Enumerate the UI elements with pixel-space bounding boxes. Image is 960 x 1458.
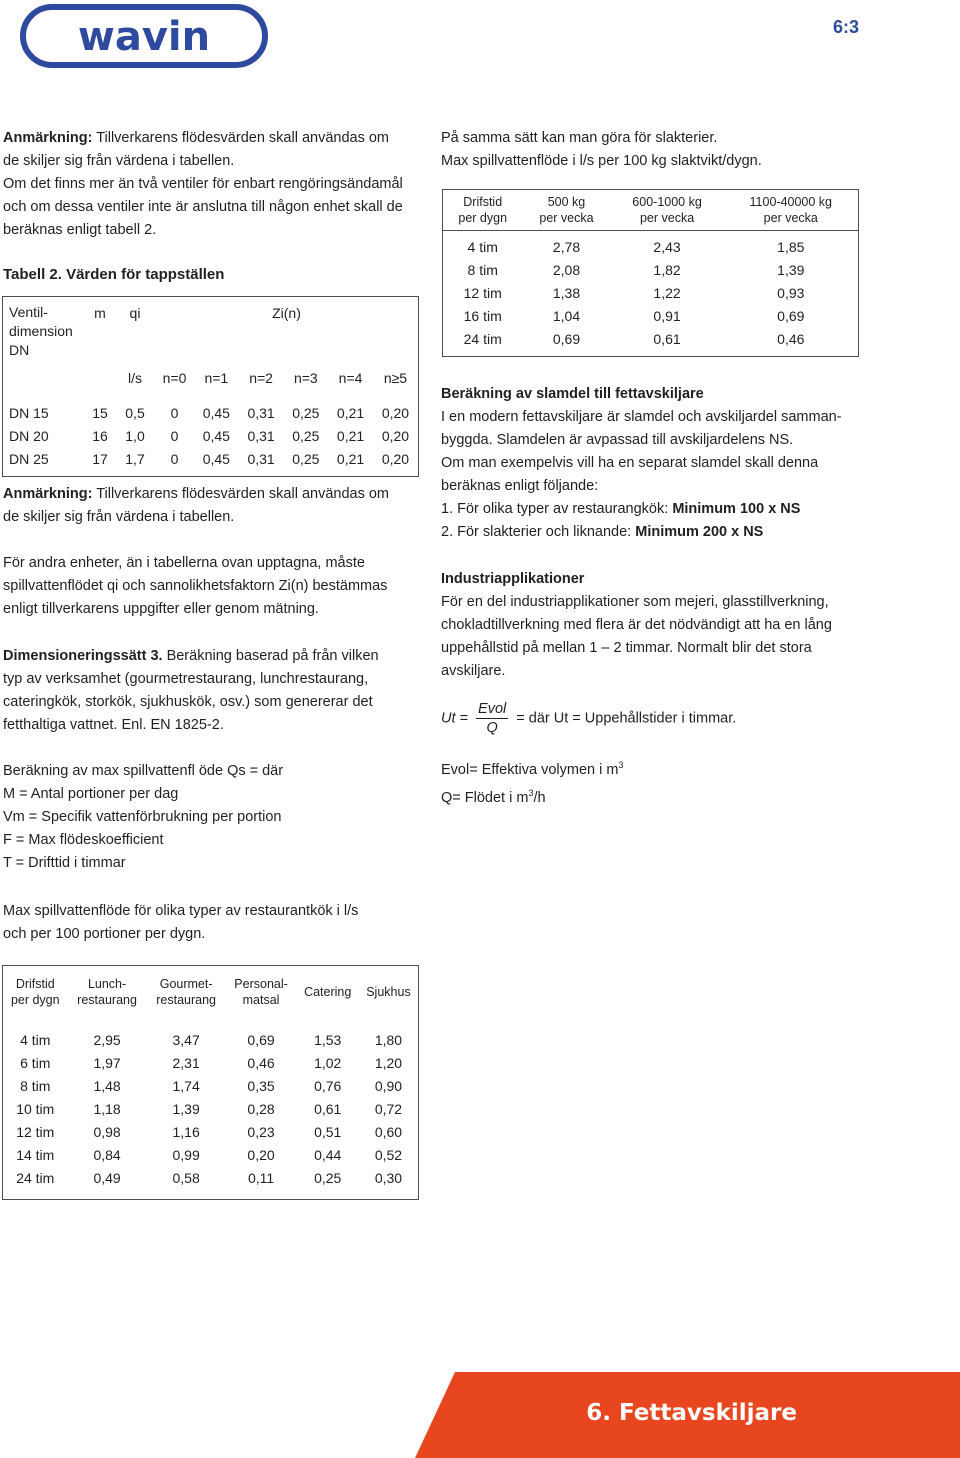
slaughter-intro bbox=[441, 127, 881, 173]
header-cell bbox=[147, 966, 226, 1019]
n-header: n=4 bbox=[338, 370, 363, 386]
table-cell: 1,80 bbox=[374, 1031, 403, 1048]
table-cell: 1,39 bbox=[172, 1100, 200, 1117]
table-cell: 0,30 bbox=[374, 1169, 403, 1186]
table-row bbox=[3, 424, 419, 447]
calc-line: Beräkning av max spillvattenfl öde Qs = där bbox=[3, 763, 284, 779]
table-cell: 0,76 bbox=[314, 1077, 342, 1094]
table-cell: 0,52 bbox=[374, 1146, 403, 1163]
formula-denominator: Q bbox=[486, 720, 498, 736]
table-cell: 1,48 bbox=[93, 1077, 121, 1094]
table-cell: 0,44 bbox=[314, 1146, 342, 1163]
header-cell bbox=[68, 966, 147, 1019]
table-cell: 1,02 bbox=[314, 1054, 342, 1071]
table-cell: 1,20 bbox=[374, 1054, 403, 1071]
industry-line: uppehållstid på mellan 1 – 2 timmar. Normalt blir det stora bbox=[441, 640, 812, 656]
dim-3-text: Beräkning baserad på från vilken bbox=[162, 648, 379, 664]
table-row bbox=[3, 1143, 419, 1166]
table-cell: DN 15 bbox=[9, 404, 49, 421]
dimensioning-3 bbox=[3, 645, 423, 737]
table-cell: 0,35 bbox=[247, 1077, 275, 1094]
slam-title: Beräkning av slamdel till fettavskiljare bbox=[441, 386, 704, 402]
table-row bbox=[443, 327, 859, 350]
para-3-line: och per 100 portioner per dygn. bbox=[3, 926, 206, 942]
para-2-line: enligt tillverkarens uppgifter eller genom mätning. bbox=[3, 601, 319, 617]
table-row bbox=[3, 1028, 419, 1051]
slaughter-table bbox=[442, 189, 859, 357]
note-1-line2: de skiljer sig från värdena i tabellen. bbox=[3, 153, 235, 169]
slam-line: I en modern fettavskiljare är slamdel och avskiljardel samman- bbox=[441, 409, 842, 425]
table-cell: DN 20 bbox=[9, 427, 49, 444]
table-cell: 0,31 bbox=[247, 450, 275, 467]
n-header: n=3 bbox=[293, 370, 318, 386]
table-cell: 16 tim bbox=[463, 307, 502, 324]
table-cell: 1,97 bbox=[93, 1054, 121, 1071]
calc-line: F = Max flödeskoefficient bbox=[3, 832, 164, 848]
header-line: restaurang bbox=[156, 993, 216, 1007]
unit-header: l/s bbox=[128, 370, 142, 386]
m-header: m bbox=[94, 305, 106, 321]
table-cell: 0,91 bbox=[653, 307, 681, 324]
note-1-text: Tillverkarens flödesvärden skall användas om bbox=[92, 130, 390, 146]
header-cell bbox=[724, 190, 859, 231]
table-row bbox=[3, 401, 419, 424]
table-cell: 1,38 bbox=[552, 284, 581, 301]
slam-item-1 bbox=[441, 498, 881, 521]
para-3-line: Max spillvattenflöde för olika typer av restaurantkök i l/s bbox=[3, 903, 359, 919]
header-cell bbox=[443, 190, 523, 231]
table-cell: 1,85 bbox=[777, 238, 805, 255]
table-cell: 0,93 bbox=[777, 284, 805, 301]
table-cell: 0,61 bbox=[653, 330, 681, 347]
table-row bbox=[443, 304, 859, 327]
slam-line: byggda. Slamdelen är avpassad till avskiljardelens NS. bbox=[441, 432, 794, 448]
table-cell: 1,53 bbox=[314, 1031, 342, 1048]
table-cell: 1,7 bbox=[125, 450, 145, 467]
header-cell bbox=[226, 966, 297, 1019]
table-row bbox=[3, 1166, 419, 1189]
table-cell: 0,25 bbox=[292, 404, 320, 421]
table-cell: 1,82 bbox=[653, 261, 681, 278]
para-2-line: För andra enheter, än i tabellerna ovan upptagna, måste bbox=[3, 555, 365, 571]
table-cell: 0,45 bbox=[202, 450, 230, 467]
slam-item-text: 1. För olika typer av restaurangkök: bbox=[441, 501, 673, 517]
table-cell: 0,84 bbox=[93, 1146, 121, 1163]
table-cell: 1,18 bbox=[93, 1100, 121, 1117]
header-line: per dygn bbox=[10, 993, 60, 1007]
slam-item-bold: Minimum 100 x NS bbox=[672, 501, 801, 517]
table-cell: 12 tim bbox=[16, 1123, 55, 1140]
table-cell: 0,46 bbox=[247, 1054, 275, 1071]
table-cell: 2,31 bbox=[172, 1054, 200, 1071]
table-cell: 0,31 bbox=[247, 404, 275, 421]
zi-header: Zi(n) bbox=[272, 305, 301, 321]
table-row bbox=[3, 447, 419, 470]
note-1-label: Anmärkning: bbox=[3, 130, 93, 146]
table-cell: 24 tim bbox=[463, 330, 502, 347]
table-cell: 0,20 bbox=[381, 450, 410, 467]
q-definition bbox=[441, 782, 881, 810]
table-cell: 0,98 bbox=[93, 1123, 121, 1140]
table-cell: 10 tim bbox=[16, 1100, 55, 1117]
table-cell: 0,23 bbox=[247, 1123, 275, 1140]
table-cell: 0,60 bbox=[374, 1123, 403, 1140]
header-line: Drifstid bbox=[15, 977, 55, 991]
dim-3-line: fetthaltiga vattnet. Enl. EN 1825-2. bbox=[3, 717, 224, 733]
formula-rhs: = där Ut = Uppehållstider i timmar. bbox=[516, 710, 737, 727]
note-2-label: Anmärkning: bbox=[3, 486, 93, 502]
note-1 bbox=[3, 127, 423, 242]
industry-section bbox=[441, 568, 881, 683]
table-cell: 0,21 bbox=[336, 450, 365, 467]
slam-line: Om man exempelvis vill ha en separat slamdel skall denna bbox=[441, 455, 819, 471]
dim-3-line: typ av verksamhet (gourmetrestaurang, lunchrestaurang, bbox=[3, 671, 369, 687]
table-cell: 3,47 bbox=[172, 1031, 200, 1048]
table-cell: 0,21 bbox=[336, 427, 365, 444]
dim-3-label: Dimensioneringssätt 3. bbox=[3, 648, 163, 664]
table-cell: 24 tim bbox=[16, 1169, 55, 1186]
table-cell: 0,49 bbox=[93, 1169, 121, 1186]
table-cell: DN 25 bbox=[9, 450, 49, 467]
n-header: n=2 bbox=[249, 370, 273, 386]
table-cell: 0,11 bbox=[247, 1169, 275, 1186]
table-cell: 2,08 bbox=[552, 261, 581, 278]
brand-wordmark: wavin bbox=[77, 14, 211, 60]
table-cell: 1,22 bbox=[653, 284, 681, 301]
note-2-line2: de skiljer sig från värdena i tabellen. bbox=[3, 509, 235, 525]
table-row bbox=[443, 281, 859, 304]
header-line: per vecka bbox=[539, 211, 594, 225]
ventil-header-line: Ventil- bbox=[9, 304, 48, 320]
table-cell: 0,69 bbox=[777, 307, 805, 324]
intro-line: På samma sätt kan man göra för slakterier. bbox=[441, 130, 718, 146]
table-cell: 1,39 bbox=[777, 261, 805, 278]
q-tail: /h bbox=[533, 789, 546, 806]
header-cell bbox=[522, 190, 610, 231]
header-line: Lunch- bbox=[87, 977, 127, 991]
table-cell: 1,74 bbox=[172, 1077, 200, 1094]
table-cell: 0,21 bbox=[336, 404, 365, 421]
table-cell: 0,28 bbox=[247, 1100, 275, 1117]
table-cell: 1,16 bbox=[172, 1123, 200, 1140]
header-cell: Catering bbox=[304, 985, 352, 999]
table-cell: 0,61 bbox=[314, 1100, 342, 1117]
header-line: Personal- bbox=[234, 977, 288, 991]
table-cell: 0,58 bbox=[172, 1169, 200, 1186]
table-cell: 0 bbox=[170, 450, 179, 467]
table-header-row bbox=[443, 190, 859, 231]
header-line: per vecka bbox=[639, 211, 695, 225]
wavin-logo bbox=[20, 4, 268, 68]
evol-text: Evol= Effektiva volymen i m bbox=[441, 761, 619, 778]
table-cell: 1,0 bbox=[125, 427, 145, 444]
qi-header: qi bbox=[129, 305, 141, 321]
page-number: 6:3 bbox=[832, 17, 859, 37]
industry-title: Industriapplikationer bbox=[441, 571, 585, 587]
evol-definition bbox=[441, 754, 881, 782]
slam-item-text: 2. För slakterier och liknande: bbox=[441, 524, 636, 540]
table-cell: 0,45 bbox=[202, 427, 230, 444]
table-cell: 17 bbox=[92, 450, 108, 467]
table-cell: 8 tim bbox=[467, 261, 498, 278]
table-cell: 0,20 bbox=[247, 1146, 275, 1163]
header-line: per vecka bbox=[763, 211, 818, 225]
table-header-row bbox=[3, 966, 419, 1019]
industry-line: chokladtillverkning med flera är det nödvändigt att ha en lång bbox=[441, 617, 832, 633]
table-cell: 0,72 bbox=[374, 1100, 403, 1117]
restaurant-table bbox=[2, 965, 419, 1200]
n-header: n≥5 bbox=[383, 370, 408, 386]
table-cell: 0,46 bbox=[777, 330, 805, 347]
table-cell: 0,20 bbox=[381, 427, 410, 444]
calc-line: Vm = Specifik vattenförbrukning per portion bbox=[3, 809, 282, 825]
table-row bbox=[443, 235, 859, 258]
header-line: per dygn bbox=[458, 211, 508, 225]
header-cell bbox=[3, 966, 68, 1019]
table-cell: 2,78 bbox=[552, 238, 581, 255]
footer-banner bbox=[0, 1372, 960, 1458]
ventil-header bbox=[3, 297, 86, 394]
industry-line: För en del industriapplikationer som mejeri, glasstillverkning, bbox=[441, 594, 829, 610]
table-cell: 14 tim bbox=[16, 1146, 55, 1163]
slam-section bbox=[441, 383, 881, 544]
table-row bbox=[3, 1120, 419, 1143]
table-cell: 0,25 bbox=[292, 450, 320, 467]
calc-line: M = Antal portioner per dag bbox=[3, 786, 179, 802]
header-line: Drifstid bbox=[463, 195, 503, 209]
slam-line: beräknas enligt följande: bbox=[441, 478, 599, 494]
table-2-header-row bbox=[3, 297, 419, 364]
table-row bbox=[443, 258, 859, 281]
q-sup: 3 bbox=[528, 787, 534, 798]
table-2-title: Tabell 2. Värden för tappställen bbox=[3, 266, 225, 283]
para-1-line: Om det finns mer än två ventiler för enbart rengöringsändamål bbox=[3, 176, 403, 192]
header-line: matsal bbox=[242, 993, 280, 1007]
industry-line: avskiljare. bbox=[441, 663, 506, 679]
slam-item-bold: Minimum 200 x NS bbox=[635, 524, 764, 540]
table-cell: 15 bbox=[92, 404, 108, 421]
table-cell: 8 tim bbox=[20, 1077, 51, 1094]
header-line: 600-1000 kg bbox=[632, 195, 702, 209]
header-cell bbox=[611, 190, 724, 231]
table-cell: 1,04 bbox=[552, 307, 581, 324]
note-2 bbox=[3, 483, 423, 529]
table-row bbox=[3, 1097, 419, 1120]
para-2-line: spillvattenflödet qi och sannolikhetsfaktorn Zi(n) bestämmas bbox=[3, 578, 388, 594]
table-cell: 0,25 bbox=[314, 1169, 342, 1186]
intro-line: Max spillvattenflöde i l/s per 100 kg slaktvikt/dygn. bbox=[441, 153, 762, 169]
table-cell: 0,69 bbox=[247, 1031, 275, 1048]
table-cell: 0 bbox=[170, 404, 179, 421]
q-text: Q= Flödet i m bbox=[441, 789, 529, 806]
slam-item-2 bbox=[441, 521, 881, 544]
table-cell: 4 tim bbox=[467, 238, 498, 255]
para-1-line: och om dessa ventiler inte är anslutna till någon enhet skall de bbox=[3, 199, 403, 215]
para-2 bbox=[3, 552, 423, 621]
table-cell: 0,20 bbox=[381, 404, 410, 421]
calc-block bbox=[3, 760, 423, 875]
header-cell: Sjukhus bbox=[366, 985, 411, 999]
table-cell: 16 bbox=[92, 427, 108, 444]
table-cell: 0,45 bbox=[202, 404, 230, 421]
table-cell: 12 tim bbox=[463, 284, 502, 301]
n-header: n=0 bbox=[162, 370, 187, 386]
ventil-header-line: dimension bbox=[9, 323, 73, 339]
table-cell: 0,69 bbox=[552, 330, 581, 347]
table-row bbox=[3, 1051, 419, 1074]
header-line: 500 kg bbox=[547, 195, 586, 209]
table-cell: 0 bbox=[170, 427, 179, 444]
header-line: restaurang bbox=[77, 993, 137, 1007]
table-cell: 2,95 bbox=[93, 1031, 121, 1048]
table-cell: 0,25 bbox=[292, 427, 320, 444]
table-cell: 6 tim bbox=[20, 1054, 51, 1071]
table-cell: 0,99 bbox=[172, 1146, 200, 1163]
note-2-text: Tillverkarens flödesvärden skall användas om bbox=[92, 486, 390, 502]
table-cell: 0,90 bbox=[374, 1077, 403, 1094]
table-cell: 0,31 bbox=[247, 427, 275, 444]
ventil-header-line: DN bbox=[9, 342, 30, 358]
formula-lhs: Ut = bbox=[441, 710, 468, 727]
dim-3-line: cateringkök, storkök, sjukhuskök, osv.) som genererar det bbox=[3, 694, 373, 710]
section-title: 6. Fettavskiljare bbox=[586, 1400, 797, 1426]
definitions bbox=[441, 754, 881, 810]
formula bbox=[441, 700, 881, 737]
calc-line: T = Drifttid i timmar bbox=[3, 855, 126, 871]
formula-numerator: Evol bbox=[478, 701, 507, 717]
table-cell: 0,5 bbox=[125, 404, 145, 421]
header-line: Gourmet- bbox=[159, 977, 213, 991]
header-line: 1100-40000 kg bbox=[749, 195, 833, 209]
table-cell: 0,51 bbox=[314, 1123, 342, 1140]
n-header: n=1 bbox=[204, 370, 229, 386]
para-3 bbox=[3, 900, 423, 946]
table-cell: 4 tim bbox=[20, 1031, 51, 1048]
evol-sup: 3 bbox=[618, 760, 624, 770]
table-2 bbox=[2, 296, 419, 477]
formula-fraction bbox=[476, 700, 508, 737]
table-row bbox=[3, 1074, 419, 1097]
para-1-line: beräknas enligt tabell 2. bbox=[3, 222, 157, 238]
table-cell: 2,43 bbox=[653, 238, 681, 255]
